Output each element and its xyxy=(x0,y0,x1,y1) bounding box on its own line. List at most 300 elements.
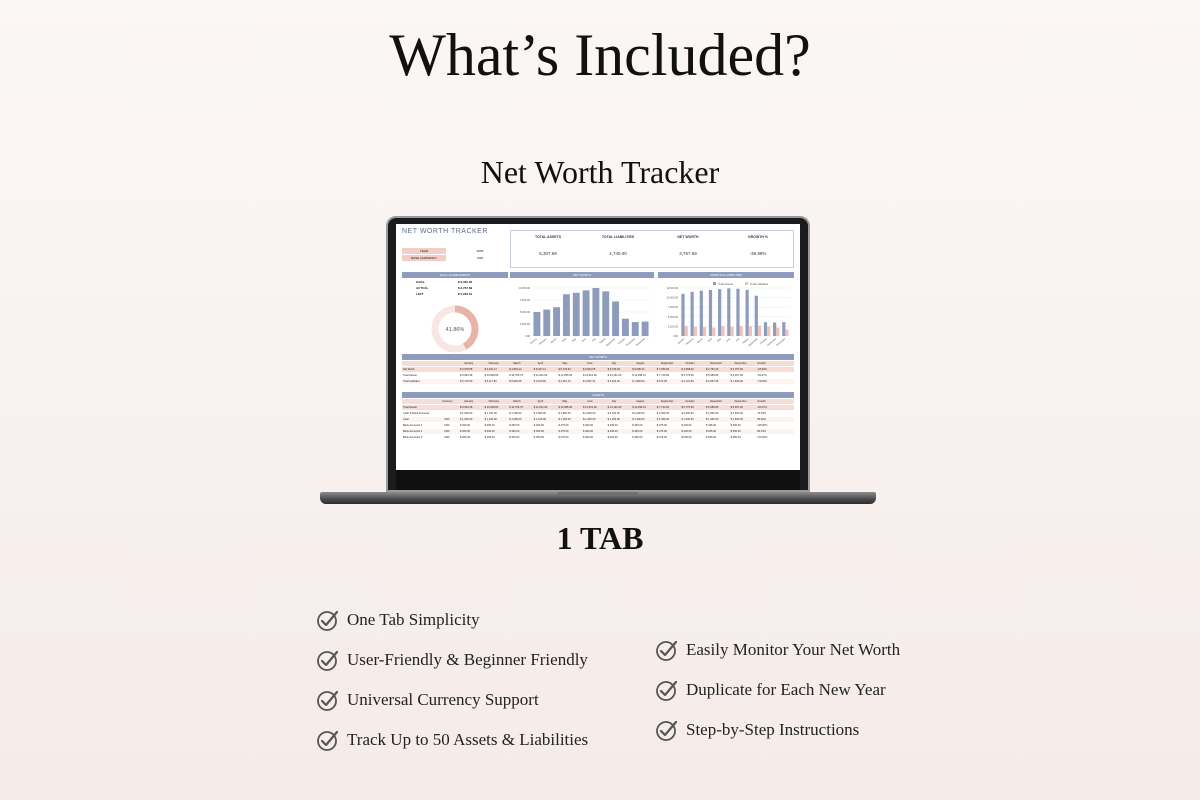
bar xyxy=(703,327,706,336)
cell-currency: USD xyxy=(444,424,450,427)
table-cell: $ 9,824.05 xyxy=(583,368,596,371)
kpi-summary xyxy=(510,230,794,268)
column-header: Growth xyxy=(757,362,766,365)
table-row xyxy=(402,379,794,384)
cell-growth: 73.33% xyxy=(757,412,766,415)
table-cell: $ 250.00 xyxy=(484,436,495,439)
legend-swatch xyxy=(713,282,716,285)
table-cell: $ 13,521.36 xyxy=(583,374,597,377)
cell-growth: -45.27% xyxy=(757,406,767,409)
screen-bezel-bottom xyxy=(396,470,800,490)
table-cell: $ 550.00 xyxy=(730,436,741,439)
row-label: Total Assets xyxy=(403,406,417,409)
actual-label: ACTUAL xyxy=(416,286,429,290)
bar xyxy=(533,312,540,336)
bar xyxy=(563,294,570,336)
table-cell: $ 350.00 xyxy=(509,430,520,433)
x-tick-label: December xyxy=(635,337,646,347)
kpi-value: 5,307.69 xyxy=(539,251,557,256)
feature-label: Track Up to 50 Assets & Liabilities xyxy=(347,730,589,749)
left-row xyxy=(402,292,508,298)
legend-label: Total Liabilities xyxy=(750,282,769,286)
feature-item xyxy=(655,678,886,702)
net-worth-chart-header: NET WORTH xyxy=(510,272,654,278)
bar xyxy=(602,291,609,336)
table-cell: $ 8,427.11 xyxy=(533,368,546,371)
legend-label: Total Assets xyxy=(718,282,733,286)
table-cell: $ 10,608.83 xyxy=(484,406,499,409)
cell-growth: 83.33% xyxy=(757,430,766,433)
bar xyxy=(573,293,580,336)
table-cell: $ 9,694.38 xyxy=(460,374,473,377)
row-label: Net Worth xyxy=(403,368,415,371)
table-cell: $ 7,723.05 xyxy=(656,406,670,409)
y-tick-label: 12,500.00 xyxy=(666,287,678,290)
column-header: June xyxy=(587,400,593,403)
y-tick-label: 7,500.00 xyxy=(519,299,530,302)
table-cell: $ 13,095.06 xyxy=(558,374,573,377)
table-cell: $ 1,400.00 xyxy=(681,418,694,421)
table-cell: $ 5,779.69 xyxy=(681,374,694,377)
table-cell: $ 5,893.35 xyxy=(509,380,522,383)
table-cell: $ 3,978.88 xyxy=(460,368,473,371)
table-row xyxy=(402,423,794,428)
table-cell: $ 350.00 xyxy=(632,424,643,427)
year-label: YEAR xyxy=(402,248,446,254)
bar xyxy=(712,328,715,336)
kpi-label: TOTAL LIABILITIES xyxy=(601,235,635,239)
row-label: Bank Accounts 2 xyxy=(403,430,423,433)
table-cell: $ 9,098.14 xyxy=(632,368,645,371)
bar xyxy=(718,289,721,336)
x-tick-label: July xyxy=(591,337,597,343)
feature-item xyxy=(316,648,588,672)
product-subtitle: Net Worth Tracker xyxy=(480,154,720,190)
feature-label: Duplicate for Each New Year xyxy=(686,680,886,699)
x-tick-label: April xyxy=(707,337,713,343)
table-cell: $ 1,700.00 xyxy=(484,412,497,415)
table-cell: $ 250.00 xyxy=(484,424,495,427)
table-cell: $ 450.00 xyxy=(730,424,741,427)
table-cell: $ 10,756.79 xyxy=(509,374,523,377)
column-header: August xyxy=(636,362,645,365)
table-cell: $ 1,050.00 xyxy=(509,418,522,421)
bar xyxy=(612,301,619,336)
table-cell: $ 400.00 xyxy=(681,424,692,427)
x-tick-label: November xyxy=(625,337,636,347)
table-cell: $ 475.00 xyxy=(656,430,667,433)
cell-growth: -45.27% xyxy=(757,374,767,377)
table-cell: $ 6,117.66 xyxy=(484,380,497,383)
table-cell: $ 13,132.25 xyxy=(607,406,622,409)
table-cell: $ 1,250.00 xyxy=(607,418,620,421)
bar xyxy=(755,296,758,336)
table-cell: $ 200.00 xyxy=(460,436,471,439)
feature-item xyxy=(655,638,900,662)
table-cell: $ 550.00 xyxy=(730,430,741,433)
y-tick-label: 0.00 xyxy=(672,335,678,338)
feature-label: One Tab Simplicity xyxy=(347,610,480,629)
bar xyxy=(758,326,761,336)
page-headline: What’s Included? xyxy=(389,22,811,88)
bar xyxy=(767,326,770,336)
row-label: Bank Accounts 3 xyxy=(403,436,423,439)
check-circle-icon xyxy=(655,678,679,702)
table-cell: $ 1,900.00 xyxy=(558,412,571,415)
table-cell: $ 2,600.00 xyxy=(730,412,743,415)
bar xyxy=(773,323,776,336)
table-cell: $ 1,721.69 xyxy=(681,380,694,383)
table-cell: $ 1,540.00 xyxy=(730,380,743,383)
x-tick-label: January xyxy=(529,337,538,346)
table-cell: $ 1,000.00 xyxy=(460,418,473,421)
check-circle-icon xyxy=(655,718,679,742)
y-tick-label: 5,000.00 xyxy=(519,311,530,314)
spreadsheet-preview xyxy=(396,224,800,470)
bar xyxy=(736,289,739,336)
bar xyxy=(694,327,697,336)
y-tick-label: 2,500.00 xyxy=(519,323,530,326)
bar xyxy=(709,290,712,336)
x-tick-label: March xyxy=(550,337,558,345)
table-cell: $ 425.00 xyxy=(706,424,717,427)
assets-liabilities-chart-header: ASSETS & LIABILITIES xyxy=(658,272,794,278)
table-cell: $ 4,058.00 xyxy=(681,368,694,371)
table-cell: $ 5,307.69 xyxy=(730,374,743,377)
x-tick-label: November xyxy=(766,337,777,347)
cell-currency: USD xyxy=(444,436,450,439)
column-header: December xyxy=(734,362,747,365)
y-tick-label: 0.00 xyxy=(524,335,530,338)
x-tick-label: October xyxy=(617,337,627,346)
table-cell: $ 250.00 xyxy=(509,424,520,427)
table-cell: $ 425.00 xyxy=(607,436,618,439)
y-tick-label: 10,000.00 xyxy=(666,296,678,300)
table-cell: $ 1,500.00 xyxy=(460,412,473,415)
table-cell: $ 350.00 xyxy=(533,436,544,439)
bar xyxy=(700,291,703,336)
bar xyxy=(727,288,730,336)
y-tick-label: 7,500.00 xyxy=(667,306,678,310)
laptop-notch xyxy=(558,492,638,496)
column-header: March xyxy=(513,400,521,403)
x-tick-label: December xyxy=(775,337,787,347)
bar xyxy=(776,328,779,336)
bar xyxy=(730,327,733,336)
bar xyxy=(785,329,788,336)
cell-growth: 50.00% xyxy=(757,418,766,421)
cell-growth: -18.93% xyxy=(757,368,767,371)
cell-growth: 175.00% xyxy=(757,436,768,439)
feature-label: User-Friendly & Beginner Friendly xyxy=(347,650,588,669)
x-tick-label: September xyxy=(605,337,617,348)
table-cell: $ 525.00 xyxy=(706,430,717,433)
table-cell: $ 8,743.93 xyxy=(558,368,571,371)
table-cell: $ 1,960.00 xyxy=(632,380,645,383)
table-cell: $ 2,751.90 xyxy=(706,368,719,371)
x-tick-label: March xyxy=(696,337,704,345)
table-cell: $ 11,041.93 xyxy=(533,406,548,409)
column-header: February xyxy=(488,362,499,365)
year-value: 2025 xyxy=(452,248,508,254)
table-cell: $ 13,521.36 xyxy=(583,406,597,409)
feature-item xyxy=(655,718,859,742)
x-tick-label: April xyxy=(561,337,568,343)
table-row xyxy=(402,411,794,416)
kpi-label: NET WORTH xyxy=(677,235,699,239)
table-cell: $ 2,400.00 xyxy=(681,412,694,415)
goal-value: $ 9,000.00 xyxy=(458,280,473,284)
column-header: July xyxy=(611,400,617,403)
table-cell: $ 2,000.00 xyxy=(583,412,596,415)
table-row xyxy=(402,367,794,372)
bar xyxy=(691,292,694,336)
table-cell: $ 2,537.96 xyxy=(706,380,719,383)
table-cell: $ 300.00 xyxy=(484,430,495,433)
table-cell: $ 3,767.69 xyxy=(730,368,743,371)
cell-currency: USD xyxy=(444,430,450,433)
table-cell: $ 325.00 xyxy=(607,424,618,427)
table-cell: $ 2,614.82 xyxy=(533,380,547,383)
row-label: Bank Accounts 1 xyxy=(403,424,423,427)
x-tick-label: February xyxy=(538,337,548,346)
x-tick-label: June xyxy=(725,337,732,344)
table-row xyxy=(402,429,794,434)
actual-value: $ 3,767.69 xyxy=(458,286,473,290)
table-cell: $ 500.00 xyxy=(681,436,692,439)
bar xyxy=(764,322,767,336)
column-header: November xyxy=(710,400,722,403)
feature-item xyxy=(316,608,480,632)
bar xyxy=(721,326,724,336)
column-header: September xyxy=(660,400,674,403)
table-cell: $ 13,132.25 xyxy=(607,374,622,377)
table-cell: $ 11,058.14 xyxy=(632,374,646,377)
feature-label: Easily Monitor Your Net Worth xyxy=(686,640,901,659)
y-tick-label: 2,500.00 xyxy=(667,325,678,329)
table-cell: $ 11,058.14 xyxy=(632,406,646,409)
left-value: $ 5,232.31 xyxy=(458,292,473,296)
table-cell: $ 1,200.00 xyxy=(583,418,596,421)
table-cell: $ 2,300.00 xyxy=(656,412,670,415)
bar xyxy=(642,322,649,336)
table-cell: $ 1,300.00 xyxy=(632,418,645,421)
column-header: June xyxy=(587,362,593,365)
table-header-row xyxy=(402,399,794,404)
table-cell: $ 1,350.00 xyxy=(656,418,670,421)
column-header: May xyxy=(562,362,568,365)
x-tick-label: May xyxy=(571,337,577,343)
table-cell: $ 425.00 xyxy=(607,430,618,433)
x-tick-label: January xyxy=(676,337,686,346)
spreadsheet-title: NET WORTH TRACKER xyxy=(402,228,488,235)
table-cell: $ 9,729.93 xyxy=(607,368,620,371)
table-cell: $ 9,694.38 xyxy=(460,406,473,409)
table-cell: $ 1,100.00 xyxy=(533,418,547,421)
table-cell: $ 375.00 xyxy=(558,430,569,433)
table-cell: $ 2,500.00 xyxy=(706,412,719,415)
check-circle-icon xyxy=(316,688,340,712)
table-row xyxy=(402,373,794,378)
bar xyxy=(592,288,599,336)
assets-liabilities-bar-chart xyxy=(658,280,794,350)
check-circle-icon xyxy=(655,638,679,662)
table-cell: $ 4,863.44 xyxy=(509,368,522,371)
bar xyxy=(553,307,560,336)
table-cell: $ 275.00 xyxy=(558,424,569,427)
table-row xyxy=(402,417,794,422)
table-cell: $ 450.00 xyxy=(632,430,643,433)
x-tick-label: May xyxy=(716,337,722,343)
bar xyxy=(782,322,785,336)
bar xyxy=(583,290,590,336)
column-header: February xyxy=(488,400,499,403)
y-tick-label: 10,000.00 xyxy=(518,287,530,290)
bar xyxy=(622,319,629,336)
feature-label: Step-by-Step Instructions xyxy=(686,720,860,739)
x-tick-label: August xyxy=(598,337,607,345)
row-label: Total Assets xyxy=(403,374,417,377)
currency-input-row xyxy=(402,255,508,261)
column-header: December xyxy=(734,400,747,403)
check-circle-icon xyxy=(316,608,340,632)
table-row xyxy=(402,435,794,440)
kpi-label: TOTAL ASSETS xyxy=(534,235,562,239)
cell-growth: -73.06% xyxy=(757,380,767,383)
table-cell: $ 350.00 xyxy=(533,430,544,433)
kpi-value: 1,740.00 xyxy=(609,251,627,256)
x-tick-label: July xyxy=(735,337,741,343)
table-cell: $ 300.00 xyxy=(583,424,594,427)
goal-percent: 41.86% xyxy=(445,327,465,333)
table-cell: $ 525.00 xyxy=(706,436,717,439)
x-tick-label: February xyxy=(685,337,695,346)
table-row xyxy=(402,405,794,410)
table-cell: $ 300.00 xyxy=(460,430,471,433)
column-header: October xyxy=(685,400,695,403)
table-cell: $ 500.00 xyxy=(681,430,692,433)
y-tick-label: 5,000.00 xyxy=(667,315,678,319)
table-cell: $ 5,289.86 xyxy=(706,406,719,409)
table-cell: $ 13,095.06 xyxy=(558,406,573,409)
table-cell: $ 400.00 xyxy=(583,430,594,433)
table-cell: $ 2,100.00 xyxy=(607,412,620,415)
table-cell: $ 5,289.86 xyxy=(706,374,719,377)
laptop-screen-frame xyxy=(386,216,810,492)
check-circle-icon xyxy=(316,648,340,672)
x-tick-label: October xyxy=(759,337,768,346)
bar xyxy=(746,290,749,336)
table-cell: $ 3,402.32 xyxy=(607,380,620,383)
cell-currency: USD xyxy=(444,418,450,421)
table-cell: $ 3,697.31 xyxy=(583,380,596,383)
table-cell: $ 7,723.05 xyxy=(656,374,670,377)
bar xyxy=(740,326,743,336)
x-tick-label: September xyxy=(747,337,759,348)
bar xyxy=(681,294,684,336)
bar xyxy=(749,326,752,336)
table-cell: $ 1,450.00 xyxy=(706,418,719,421)
column-header: March xyxy=(513,362,521,365)
legend-swatch xyxy=(745,282,748,285)
table-cell: $ 450.00 xyxy=(632,436,643,439)
table-cell: $ 475.00 xyxy=(656,436,667,439)
currency-value: USD xyxy=(452,255,508,261)
column-header: July xyxy=(611,362,617,365)
table-cell: $ 11,041.93 xyxy=(533,374,548,377)
goal-donut-chart xyxy=(428,302,482,356)
table-cell: $ 250.00 xyxy=(533,424,544,427)
check-circle-icon xyxy=(316,728,340,752)
cell-growth: 125.00% xyxy=(757,424,768,427)
column-header: April xyxy=(537,362,543,365)
column-header: November xyxy=(710,362,722,365)
table-header-row xyxy=(402,361,794,366)
table-cell: $ 7,050.00 xyxy=(656,368,670,371)
table-cell: $ 5,715.50 xyxy=(460,380,473,383)
bar xyxy=(543,310,550,336)
column-header: Currency xyxy=(442,400,453,403)
table-cell: $ 1,750.00 xyxy=(509,412,522,415)
table-cell: $ 400.00 xyxy=(583,436,594,439)
table-cell: $ 10,756.79 xyxy=(509,406,523,409)
table-cell: $ 200.00 xyxy=(460,424,471,427)
column-header: August xyxy=(636,400,645,403)
x-tick-label: June xyxy=(580,337,587,344)
column-header: April xyxy=(537,400,543,403)
column-header: January xyxy=(464,362,474,365)
net-worth-section-header: NET WORTH xyxy=(402,354,794,360)
currency-label: BASE CURRENCY xyxy=(402,255,446,261)
table-cell: $ 2,200.00 xyxy=(632,412,645,415)
feature-label: Universal Currency Support xyxy=(347,690,539,709)
goal-label: GOAL xyxy=(416,280,425,284)
table-cell: $ 673.05 xyxy=(656,380,667,383)
bar xyxy=(685,326,688,336)
table-cell: $ 4,491.17 xyxy=(484,368,497,371)
laptop-mockup xyxy=(320,216,876,506)
tab-count-label: 1 TAB xyxy=(556,520,644,556)
table-cell: $ 1,800.00 xyxy=(533,412,547,415)
year-input-row xyxy=(402,248,508,254)
kpi-value: 3,767.69 xyxy=(679,251,697,256)
table-cell: $ 1,150.00 xyxy=(558,418,571,421)
column-header: October xyxy=(685,362,695,365)
feature-item xyxy=(316,728,588,752)
kpi-label: GROWTH % xyxy=(747,235,769,239)
table-cell: $ 300.00 xyxy=(509,436,520,439)
feature-item xyxy=(316,688,539,712)
table-cell: $ 10,608.83 xyxy=(484,374,499,377)
column-header: Growth xyxy=(757,400,766,403)
column-header: September xyxy=(660,362,674,365)
x-tick-label: August xyxy=(741,337,750,345)
table-cell: $ 1,100.00 xyxy=(484,418,497,421)
bar xyxy=(632,322,639,336)
row-label: Total Liabilities xyxy=(403,380,420,383)
table-cell: $ 5,779.69 xyxy=(681,406,694,409)
table-cell: $ 1,500.00 xyxy=(730,418,743,421)
row-label: Cash xyxy=(403,418,410,421)
assets-section-header: ASSETS xyxy=(402,392,794,398)
column-header: January xyxy=(464,400,474,403)
table-cell: $ 375.00 xyxy=(558,436,569,439)
left-label: LEFT xyxy=(416,292,424,296)
goal-section-header: GOAL ACHIEVEMENT xyxy=(402,272,508,278)
row-label: Cash & Bank Accounts xyxy=(403,412,430,415)
column-header: May xyxy=(562,400,568,403)
table-cell: $ 5,307.69 xyxy=(730,406,743,409)
